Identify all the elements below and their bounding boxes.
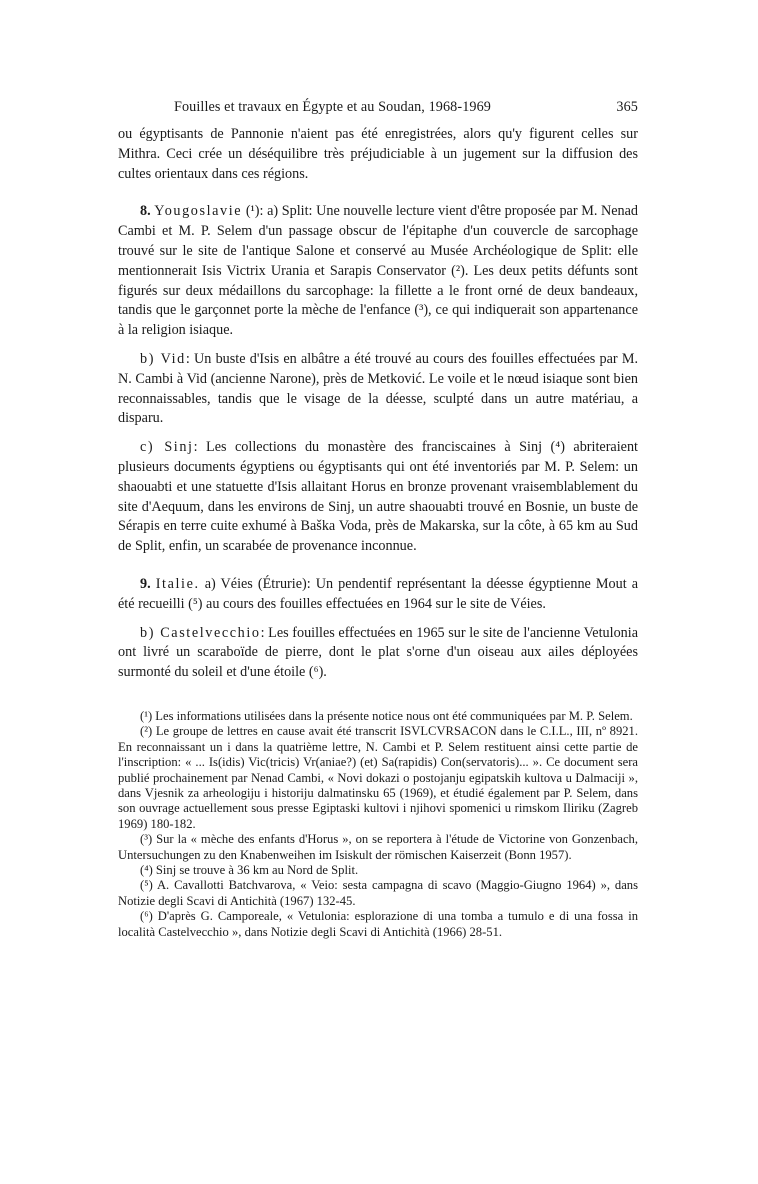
- section-text: a) Véies (Étrurie): Un pendentif représentant la déesse égyptienne Mout a été recueilli (⁵) au cours des fouilles effectuées en 1964 sur le site de Véies.: [118, 575, 639, 612]
- footnote-3: (³) Sur la « mèche des enfants d'Horus », on se reportera à l'étude de Victorine von Gonzenbach, Untersuchungen zu den Knabenweihen im Isiskult der römischen Kaiserzeit (Bonn 1957).: [118, 832, 638, 862]
- footnote-6: (⁶) D'après G. Camporeale, « Vetulonia: esplorazione di una tomba a tumulo e di una fossa in località Castelvecchio », dans Notizie degli Scavi di Antichità (1966) 28-51.: [118, 909, 638, 939]
- subsection-castelvecchio: [118, 624, 638, 683]
- body-text: [118, 125, 638, 683]
- footnotes: [118, 709, 638, 940]
- subsection-heading: b) Castelvecchio: [140, 624, 261, 641]
- document-page: [118, 96, 638, 940]
- footnote-2: (²) Le groupe de lettres en cause avait été transcrit ISVLCVRSACON dans le C.I.L., III, nº 8921. En reconnaissant un i dans la quatrième lettre, N. Cambi et P. Selem restituent ainsi cette partie de l'inscription: « ... Is(idis) Vic(tricis) Vr(aniae?) (et) Sa(rapidis) Con(servatoris)... ». Ce document sera publié prochainement par Nenad Cambi, « Novi dokazi o postojanju egipatskih kultova u Dalmaciji », dans Vjesnik za arheologiju i historiju dalmatinsku 65 (1969), et étudié également par P. Selem, dans son ouvrage actuellement sous presse Egiptaski kultovi i njihovi spomenici u rimskom Iliriku (Zagreb 1969) 180-182.: [118, 724, 638, 831]
- subsection-text: : Un buste d'Isis en albâtre a été trouvé au cours des fouilles effectuées par M. N. Cambi à Vid (ancienne Narone), près de Metković. Le voile et le nœud isiaque sont bien reconnaissables, tandis que le visage de la déesse, sculpté dans un autre matériau, a disparu.: [118, 350, 639, 427]
- subsection-text: : Les fouilles effectuées en 1965 sur le site de l'ancienne Vetulonia ont livré un scaraboïde de pierre, dont le plat s'orne d'un oiseau aux ailes déployées surmonté du soleil et d'une étoile (⁶).: [118, 624, 638, 681]
- footnote-4: (⁴) Sinj se trouve à 36 km au Nord de Split.: [140, 862, 359, 877]
- section-number: 8.: [140, 203, 151, 220]
- subsection-sinj: [118, 438, 638, 557]
- page-number: 365: [616, 99, 638, 115]
- subsection-text: : Les collections du monastère des franciscaines à Sinj (⁴) abriteraient plusieurs documents égyptiens ou égyptisants qui ont été inventoriés par M. P. Selem: un shaouabti et une statuette d'Isis allaitant Horus en bronze provenant vraisemblablement du site d'Aequum, dans les environs de Sinj, un autre shaouabti trouvé en Bosnie, un buste de Sérapis en terre cuite exhumé à Baška Voda, près de Makarska, sur la côte, à 65 km au Sud de Split, enfin, un scarabée de provenance inconnue.: [118, 439, 638, 555]
- section-heading: Yougoslavie: [154, 203, 243, 220]
- running-title: Fouilles et travaux en Égypte et au Soudan, 1968-1969: [174, 99, 491, 115]
- section-number: 9.: [140, 575, 151, 592]
- section-heading: Italie.: [155, 575, 200, 592]
- footnote-ref: (¹): [245, 203, 260, 220]
- section-text: : a) Split: Une nouvelle lecture vient d'être proposée par M. Nenad Cambi et M. P. Selem d'un passage obscur de l'épitaphe d'un couvercle de sarcophage trouvé sur le site de l'antique Salone et conservé au Musée Archéologique de Split: elle mentionnerait Isis Victrix Urania et Sarapis Conservator (²). Les deux petits défunts sont figurés sur deux médaillons du sarcophage: la fillette a le front orné de deux bandeaux, tandis que le garçonnet porte la mèche de l'enfance (³), ce qui indiquerait son appartenance à la religion isiaque.: [118, 203, 639, 339]
- footnote-5: (⁵) A. Cavallotti Batchvarova, « Veio: sesta campagna di scavo (Maggio-Giugno 1964) », dans Notizie degli Scavi di Antichità (1967) 132-45.: [118, 878, 638, 908]
- paragraph-continuation: ou égyptisants de Pannonie n'aient pas été enregistrées, alors qu'y figurent celles sur Mithra. Ceci crée un déséquilibre très préjudiciable à un jugement sur la diffusion des cultes orientaux dans ces régions.: [118, 126, 638, 182]
- footnote-1: (¹) Les informations utilisées dans la présente notice nous ont été communiquées par M. P. Selem.: [140, 708, 633, 723]
- section-9-paragraph: [118, 575, 638, 615]
- section-8-paragraph: [118, 202, 638, 341]
- running-header: [174, 96, 638, 118]
- subsection-vid: [118, 350, 638, 429]
- subsection-heading: b) Vid: [140, 350, 186, 367]
- subsection-heading: c) Sinj: [140, 439, 194, 456]
